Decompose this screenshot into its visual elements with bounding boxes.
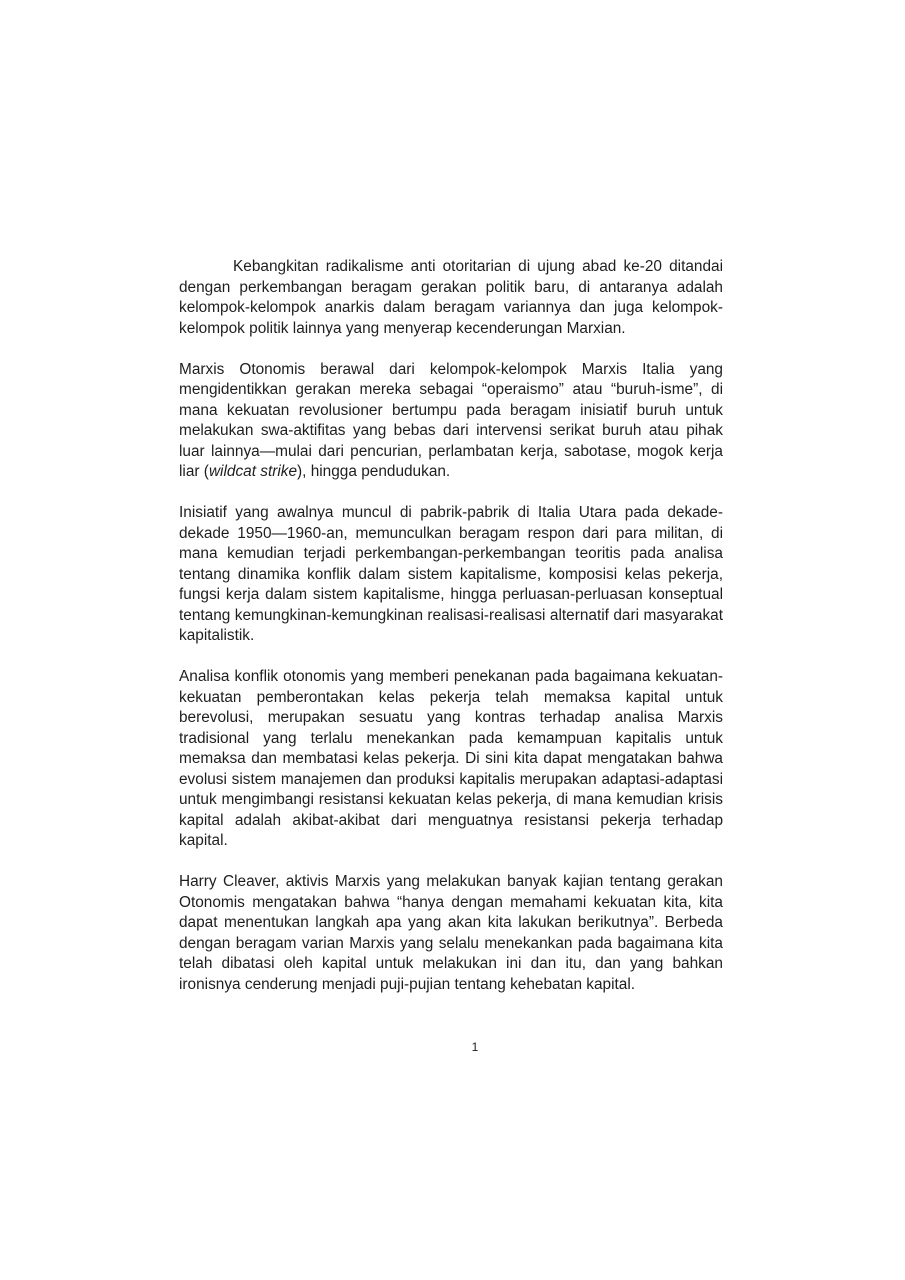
paragraph-marxis-otonomis bbox=[179, 360, 723, 483]
body-text bbox=[179, 257, 723, 1016]
paragraph-text-after: ), hingga pendudukan. bbox=[297, 463, 451, 480]
paragraph-intro: Kebangkitan radikalisme anti otoritarian di ujung abad ke-20 ditandai dengan perkembangan beragam gerakan politik baru, di antaranya adalah kelompok-kelompok anarkis dalam beragam variannya dan juga kelompok-kelompok politik lainnya yang menyerap kecenderungan Marxian. bbox=[179, 258, 723, 337]
italic-term: wildcat strike bbox=[208, 463, 298, 480]
page-number: 1 bbox=[471, 1040, 479, 1054]
paragraph-inisiatif: Inisiatif yang awalnya muncul di pabrik-pabrik di Italia Utara pada dekade-dekade 1950—1960-an, memunculkan beragam respon dari para militan, di mana kemudian terjadi perkembangan-perkembangan teoritis pada analisa tentang dinamika konflik dalam sistem kapitalisme, komposisi kelas pekerja, fungsi kerja dalam sistem kapitalisme, hingga perluasan-perluasan konseptual tentang kemungkinan-kemungkinan realisasi-realisasi alternatif dari masyarakat kapitalistik. bbox=[179, 504, 723, 644]
paragraph-text-before: Marxis Otonomis berawal dari kelompok-kelompok Marxis Italia yang mengidentikkan gerakan mereka sebagai “operaismo” atau “buruh-isme”, di mana kekuatan revolusioner bertumpu pada beragam inisiatif buruh untuk melakukan swa-aktifitas yang bebas dari intervensi serikat buruh atau pihak luar lainnya—mulai dari pencurian, perlambatan kerja, sabotase, mogok kerja liar ( bbox=[179, 360, 723, 480]
paragraph-analisa-konflik: Analisa konflik otonomis yang memberi penekanan pada bagaimana kekuatan-kekuatan pemberontakan kelas pekerja telah memaksa kapital untuk berevolusi, merupakan sesuatu yang kontras terhadap analisa Marxis tradisional yang terlalu menekankan pada kemampuan kapitalis untuk memaksa dan membatasi kelas pekerja. Di sini kita dapat mengatakan bahwa evolusi sistem manajemen dan produksi kapitalis merupakan adaptasi-adaptasi untuk mengimbangi resistansi kekuatan kelas pekerja, di mana kemudian krisis kapital adalah akibat-akibat dari menguatnya resistansi pekerja terhadap kapital. bbox=[179, 668, 723, 849]
paragraph-harry-cleaver: Harry Cleaver, aktivis Marxis yang melakukan banyak kajian tentang gerakan Otonomis mengatakan bahwa “hanya dengan memahami kekuatan kita, kita dapat menentukan langkah apa yang akan kita lakukan berikutnya”. Berbeda dengan beragam varian Marxis yang selalu menekankan pada bagaimana kita telah dibatasi oleh kapital untuk melakukan ini dan itu, dan yang bahkan ironisnya cenderung menjadi puji-pujian tentang kehebatan kapital. bbox=[179, 873, 723, 993]
